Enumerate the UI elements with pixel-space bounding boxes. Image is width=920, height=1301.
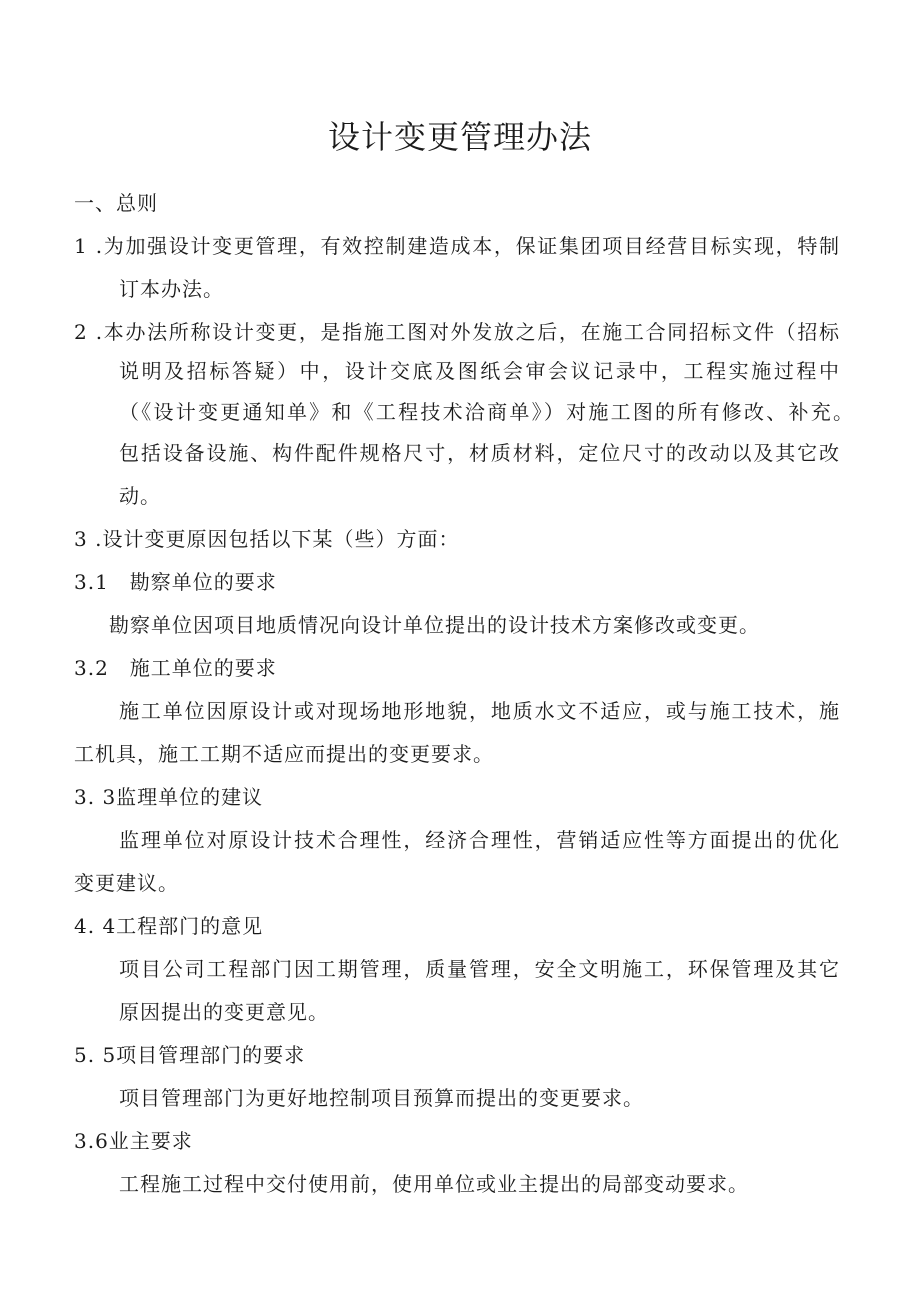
paragraph-line: 项目管理部门为更好地控制项目预算而提出的变更要求。: [119, 1086, 644, 1110]
subsection-heading: 5. 5项目管理部门的要求: [74, 1043, 306, 1067]
paragraph-line: 原因提出的变更意见。: [119, 1000, 329, 1024]
paragraph-line: 订本办法。: [119, 277, 224, 301]
paragraph-line: （《设计变更通知单》和《工程技术洽商单》）对施工图的所有修改、补充。: [119, 400, 854, 424]
subsection-heading: 4. 4工程部门的意见: [74, 914, 264, 938]
document-title: 设计变更管理办法: [327, 118, 592, 156]
paragraph-line: 项目公司工程部门因工期管理，质量管理，安全文明施工，环保管理及其它: [119, 957, 840, 981]
paragraph-line: 说明及招标答疑）中，设计交底及图纸会审会议记录中，工程实施过程中: [119, 359, 840, 383]
paragraph-line: 3 .设计变更原因包括以下某（些）方面：: [74, 527, 460, 551]
paragraph-line: 2 .本办法所称设计变更，是指施工图对外发放之后，在施工合同招标文件（招标: [74, 320, 840, 344]
paragraph-line: 监理单位对原设计技术合理性，经济合理性，营销适应性等方面提出的优化: [119, 828, 840, 852]
subsection-heading: 3.2 施工单位的要求: [74, 656, 277, 680]
paragraph-line: 工机具，施工工期不适应而提出的变更要求。: [74, 742, 494, 766]
subsection-heading: 3. 3监理单位的建议: [74, 785, 264, 809]
subsection-heading: 3.6业主要求: [74, 1129, 193, 1153]
subsection-heading: 3.1 勘察单位的要求: [74, 570, 277, 594]
paragraph-line: 包括设备设施、构件配件规格尺寸，材质材料，定位尺寸的改动以及其它改: [119, 441, 840, 465]
paragraph-line: 工程施工过程中交付使用前，使用单位或业主提出的局部变动要求。: [119, 1172, 749, 1196]
paragraph-line: 动。: [119, 484, 161, 508]
section-heading-general: 一、总则: [74, 191, 158, 215]
paragraph-line: 1 .为加强设计变更管理，有效控制建造成本，保证集团项目经营目标实现，特制: [74, 234, 840, 258]
paragraph-line: 勘察单位因项目地质情况向设计单位提出的设计技术方案修改或变更。: [109, 613, 760, 637]
paragraph-line: 施工单位因原设计或对现场地形地貌，地质水文不适应，或与施工技术，施: [119, 699, 840, 723]
paragraph-line: 变更建议。: [74, 871, 179, 895]
